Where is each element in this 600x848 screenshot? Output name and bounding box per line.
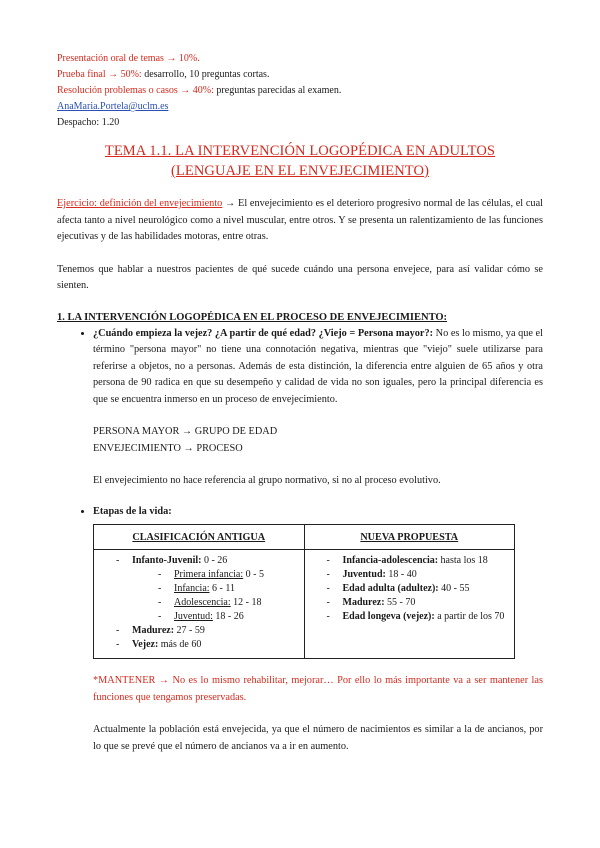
- eval-cases: [57, 83, 543, 99]
- stage-label: Edad adulta (adultez):: [342, 583, 439, 594]
- stage-label: Infancia-adolescencia:: [342, 555, 439, 566]
- list-item: [311, 610, 509, 624]
- eval-final: [57, 67, 543, 83]
- list-item: [100, 596, 298, 610]
- stage-value: 0 - 26: [201, 555, 228, 566]
- old-classification-cell: [94, 550, 305, 659]
- stage-label: Infanto-Juvenil:: [132, 555, 202, 566]
- evaluation-header: [57, 51, 543, 131]
- page-title: [57, 141, 543, 181]
- old-classification-header: CLASIFICACIÓN ANTIGUA: [94, 525, 305, 550]
- stages-bullet: [57, 504, 543, 521]
- list-item: [100, 568, 298, 582]
- definitions-block: [93, 424, 543, 457]
- definition-persona-mayor: PERSONA MAYOR → GRUPO DE EDAD: [93, 426, 278, 437]
- new-proposal-cell: [304, 550, 515, 659]
- email-link[interactable]: AnaMaria.Portela@uclm.es: [57, 101, 169, 112]
- title-line-2: (LENGUAJE EN EL ENVEJECIMIENTO): [170, 163, 429, 179]
- list-item: [93, 326, 543, 490]
- document-page: [57, 0, 543, 755]
- eval-final-rest: desarrollo, 10 preguntas cortas.: [141, 69, 270, 80]
- maintain-note: *MANTENER → No es lo mismo rehabilitar, mejorar… Por ello lo más importante va a ser mantener las funciones que tengamos preservadas.: [93, 675, 543, 703]
- list-item: [100, 638, 298, 652]
- office-line: Despacho: 1.20: [57, 117, 120, 128]
- stage-label: Madurez:: [342, 597, 385, 608]
- stage-value: 18 - 26: [212, 611, 244, 622]
- bullet1-text: No es lo mismo, ya que el término "persona mayor" no tiene una connotación negativa, mientras que "viejo" suele utilizarse para referirse a objetos, no a personas. Además de esta distinción, la diferencia entre alguien de 65 años y otra persona de 90 radica en que su desempeño y calidad de vida no son iguales, pero la principal diferencia es que se encuentra inmerso en un proceso de envejecimiento.: [93, 327, 543, 405]
- validation-paragraph: Tenemos que hablar a nuestros pacientes de qué sucede cuándo una persona envejece, para así validar cómo se sienten.: [57, 263, 543, 291]
- stage-label: Infancia:: [174, 583, 210, 594]
- table-row: [94, 550, 515, 659]
- stage-label: Madurez:: [132, 625, 175, 636]
- email-line: [57, 99, 543, 115]
- eval-oral: Presentación oral de temas → 10%.: [57, 53, 200, 64]
- life-stages-table: [93, 524, 515, 659]
- stage-value: hasta los 18: [438, 555, 488, 566]
- definition-paragraph: [57, 196, 543, 246]
- list-item: [311, 568, 509, 582]
- bullet2-label: Etapas de la vida:: [93, 505, 172, 517]
- bullet1-question: ¿Cuándo empieza la vejez? ¿A partir de qué edad? ¿Viejo = Persona mayor?:: [93, 327, 434, 339]
- list-item: [100, 554, 298, 568]
- stage-value: 12 - 18: [230, 597, 262, 608]
- closing-paragraph: Actualmente la población está envejecida, ya que el número de nacimientos es similar a la de ancianos, por lo que se prevé que el número de ancianos va a ir en aumento.: [93, 724, 543, 752]
- list-item: [100, 582, 298, 596]
- section-heading: 1. LA INTERVENCIÓN LOGOPÉDICA EN EL PROCESO DE ENVEJECIMIENTO:: [57, 311, 448, 323]
- list-item: [100, 624, 298, 638]
- eval-cases-label: Resolución problemas o casos → 40%:: [57, 85, 214, 96]
- stage-label: Juventud:: [174, 611, 213, 622]
- list-item: [100, 610, 298, 624]
- new-stages-list: [311, 554, 509, 624]
- eval-cases-rest: preguntas parecidas al examen.: [213, 85, 342, 96]
- stage-label: Primera infancia:: [174, 569, 244, 580]
- list-item: [311, 596, 509, 610]
- stage-value: 55 - 70: [384, 597, 416, 608]
- stage-value: 0 - 5: [243, 569, 264, 580]
- stage-value: a partir de los 70: [434, 611, 505, 622]
- stage-label: Vejez:: [132, 639, 159, 650]
- title-line-1: TEMA 1.1. LA INTERVENCIÓN LOGOPÉDICA EN ADULTOS: [104, 143, 496, 159]
- new-proposal-header: NUEVA PROPUESTA: [304, 525, 515, 550]
- evolutive-note: El envejecimiento no hace referencia al grupo normativo, si no al proceso evolutivo.: [93, 475, 441, 486]
- list-item: [93, 504, 543, 521]
- exercise-text: → El envejecimiento es el deterioro progresivo normal de las células, el cual afecta tanto a nivel neurológico como a nivel muscular, entre otros. Y se presenta un ralentizamiento de las funciones ejecutivas y de las habilidades motoras, entre otras.: [57, 198, 544, 242]
- list-item: [311, 582, 509, 596]
- stage-value: 40 - 55: [438, 583, 470, 594]
- stage-value: más de 60: [158, 639, 202, 650]
- stage-label: Juventud:: [342, 569, 386, 580]
- old-stages-list: [100, 554, 298, 652]
- stage-label: Edad longeva (vejez):: [342, 611, 435, 622]
- definition-envejecimiento: ENVEJECIMIENTO → PROCESO: [93, 442, 243, 454]
- stage-value: 6 - 11: [209, 583, 236, 594]
- list-item: [311, 554, 509, 568]
- table-header-row: [94, 525, 515, 550]
- section-bullets: [57, 326, 543, 490]
- stage-label: Adolescencia:: [174, 597, 231, 608]
- stage-value: 27 - 59: [174, 625, 205, 636]
- eval-final-label: Prueba final → 50%:: [57, 69, 142, 80]
- exercise-label: Ejercicio: definición del envejecimiento: [57, 198, 223, 209]
- stage-value: 18 - 40: [385, 569, 417, 580]
